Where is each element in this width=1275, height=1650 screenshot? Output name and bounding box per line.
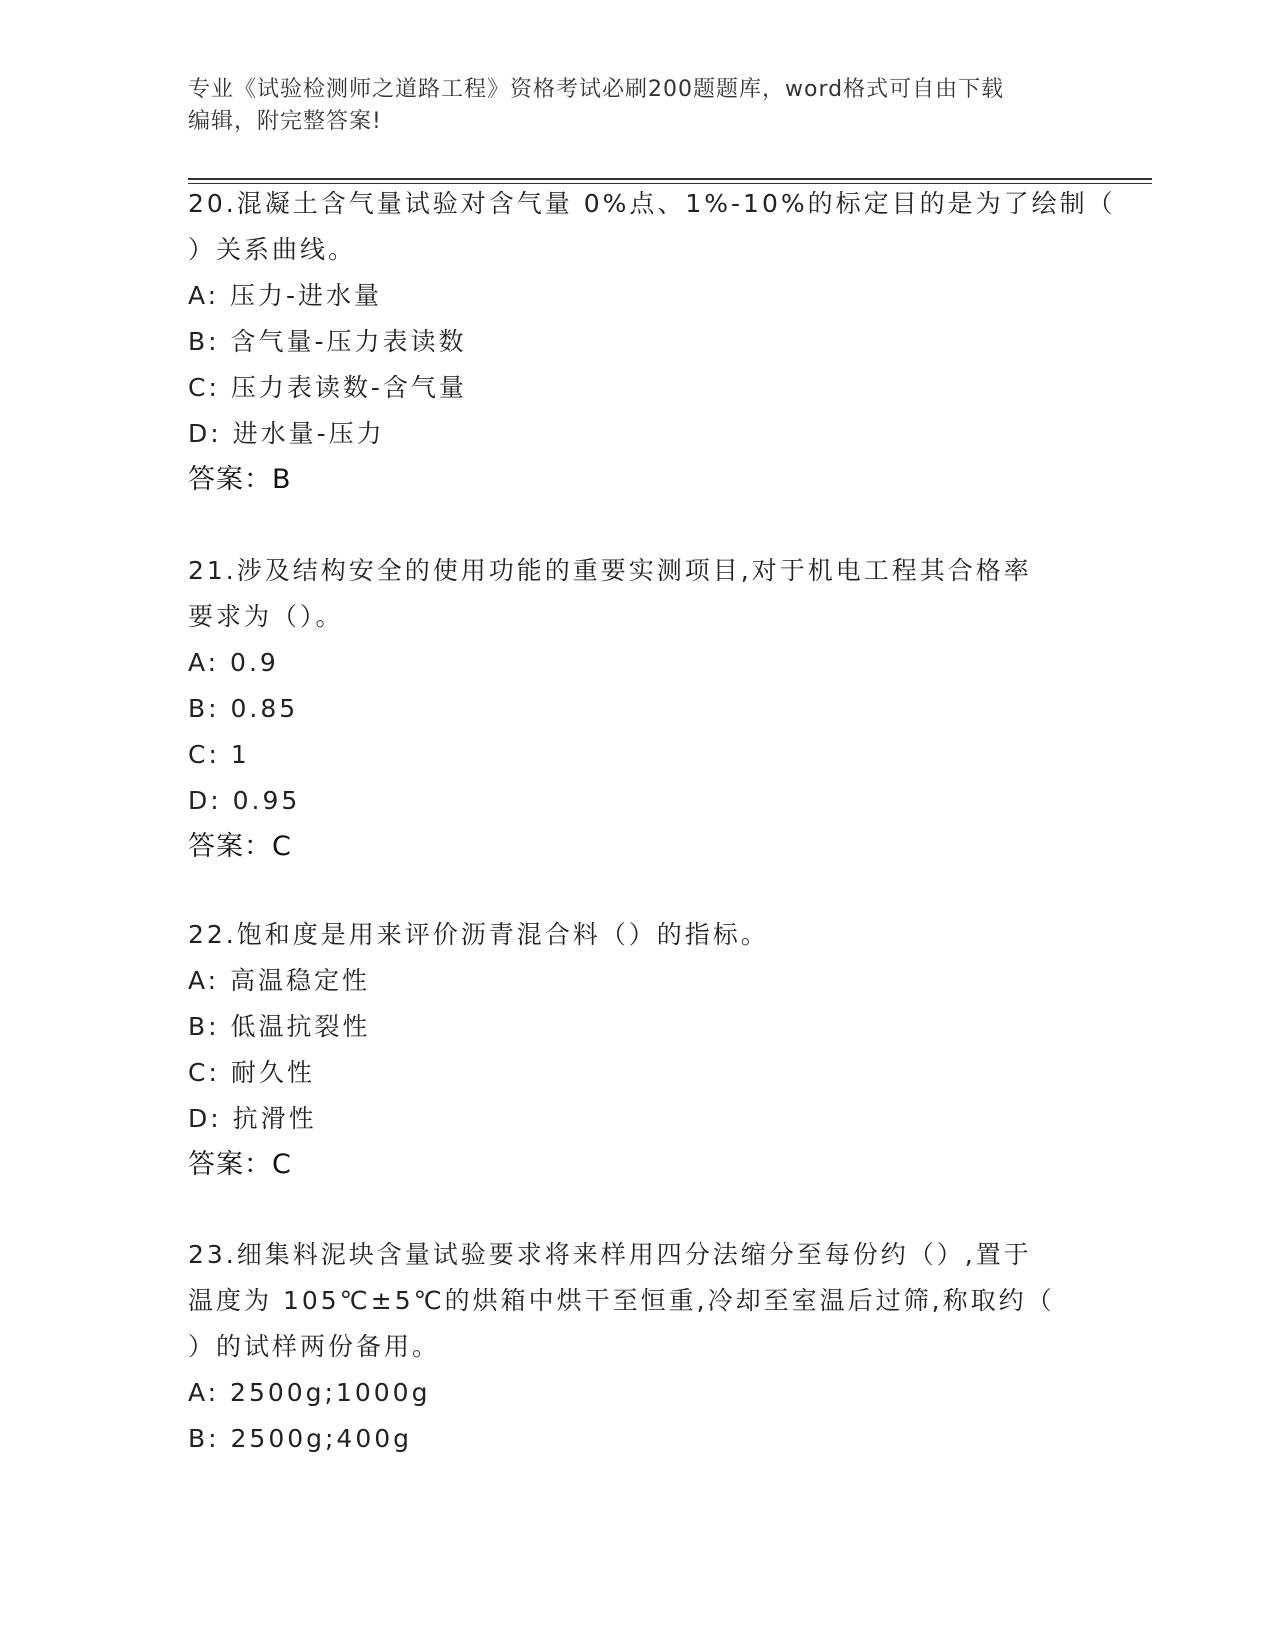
question-stem-line: 22.饱和度是用来评价沥青混合料（）的指标。: [188, 920, 769, 949]
answer-label: 答案：B: [188, 464, 292, 495]
question-stem-line: 要求为（）。: [188, 602, 344, 631]
document-header: [188, 74, 1068, 138]
option-d: D: 抗滑性: [188, 1104, 317, 1133]
option-a: A: 0.9: [188, 648, 279, 677]
question-22: [188, 912, 1088, 1188]
question-stem-line: 温度为 105℃±5℃的烘箱中烘干至恒重,冷却至室温后过筛,称取约（: [188, 1286, 1055, 1315]
header-line-1: 专业《试验检测师之道路工程》资格考试必刷200题题库，word格式可自由下载: [188, 77, 1005, 102]
question-stem-line: 20.混凝土含气量试验对含气量 0%点、1%-10%的标定目的是为了绘制（: [188, 189, 1116, 218]
question-stem-line: ）的试样两份备用。: [188, 1332, 441, 1361]
header-divider-thick: [188, 178, 1152, 180]
question-21: [188, 548, 1088, 870]
option-c: C: 耐久性: [188, 1058, 315, 1087]
option-b: B: 低温抗裂性: [188, 1012, 371, 1041]
option-b: B: 含气量-压力表读数: [188, 327, 467, 356]
option-b: B: 2500g;400g: [188, 1424, 413, 1453]
header-line-2: 编辑，附完整答案!: [188, 109, 382, 134]
question-stem-line: 21.涉及结构安全的使用功能的重要实测项目,对于机电工程其合格率: [188, 556, 1032, 585]
option-a: A: 压力-进水量: [188, 281, 383, 310]
question-stem-line: 23.细集料泥块含量试验要求将来样用四分法缩分至每份约（）,置于: [188, 1240, 1032, 1269]
option-b: B: 0.85: [188, 694, 299, 723]
option-c: C: 1: [188, 740, 250, 769]
option-d: D: 进水量-压力: [188, 419, 385, 448]
option-c: C: 压力表读数-含气量: [188, 373, 467, 402]
question-stem-line: ）关系曲线。: [188, 235, 357, 264]
option-a: A: 2500g;1000g: [188, 1378, 431, 1407]
answer-label: 答案：C: [188, 831, 292, 862]
option-a: A: 高温稳定性: [188, 966, 371, 995]
question-23: [188, 1232, 1088, 1462]
option-d: D: 0.95: [188, 786, 301, 815]
answer-label: 答案：C: [188, 1149, 292, 1180]
question-20: [188, 181, 1116, 503]
